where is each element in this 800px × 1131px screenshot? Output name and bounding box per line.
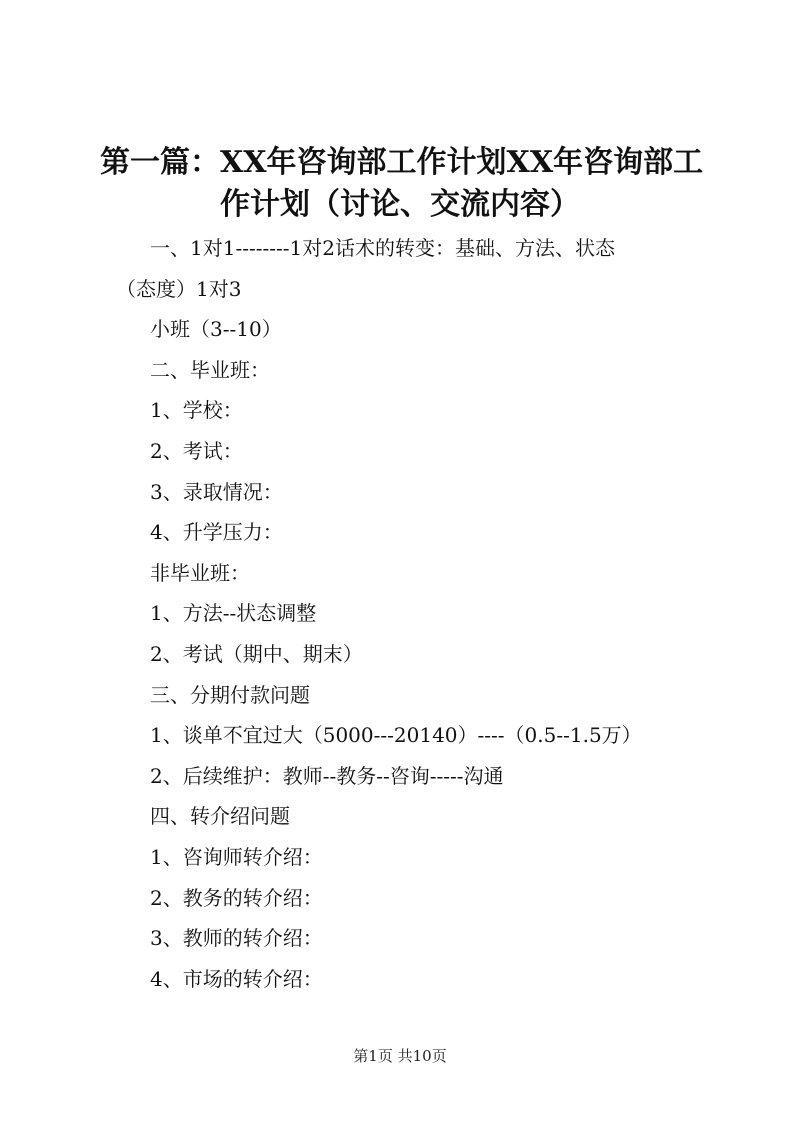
title-line-1: 第一篇：XX年咨询部工作计划XX年咨询部工 [100, 145, 704, 180]
list-item: 3、教师的转介绍： [150, 926, 323, 951]
list-item: 1、咨询师转介绍： [150, 844, 323, 869]
list-item: 2、考试： [150, 438, 243, 463]
heading-graduating-class: 二、毕业班： [150, 357, 270, 382]
page-number: 第1页 共10页 [353, 1047, 447, 1065]
page-footer [0, 1045, 800, 1066]
list-item: 2、考试（期中、期末） [150, 641, 363, 666]
paragraph-section-1-line-2: （态度）1对3 [116, 276, 242, 301]
list-item: 4、升学压力： [150, 520, 283, 545]
list-item: 4、市场的转介绍： [150, 966, 323, 991]
list-item: 3、录取情况： [150, 479, 283, 504]
paragraph-small-class: 小班（3--10） [150, 317, 282, 342]
document-body [116, 228, 706, 999]
list-item: 1、学校： [150, 398, 243, 423]
paragraph-section-1-line-1: 一、1对1--------1对2话术的转变：基础、方法、状态 [150, 236, 615, 260]
title-line-2: 作计划（讨论、交流内容） [220, 187, 580, 222]
list-item: 1、方法--状态调整 [150, 601, 317, 626]
list-item: 1、谈单不宜过大（5000---20140）----（0.5--1.5万） [150, 723, 642, 748]
list-item: 2、教务的转介绍： [150, 885, 323, 910]
heading-non-graduating-class: 非毕业班： [150, 560, 250, 585]
heading-referral: 四、转介绍问题 [150, 804, 290, 829]
heading-installment: 三、分期付款问题 [150, 682, 310, 707]
list-item: 2、后续维护：教师--教务--咨询-----沟通 [150, 763, 504, 788]
document-title [100, 142, 704, 226]
